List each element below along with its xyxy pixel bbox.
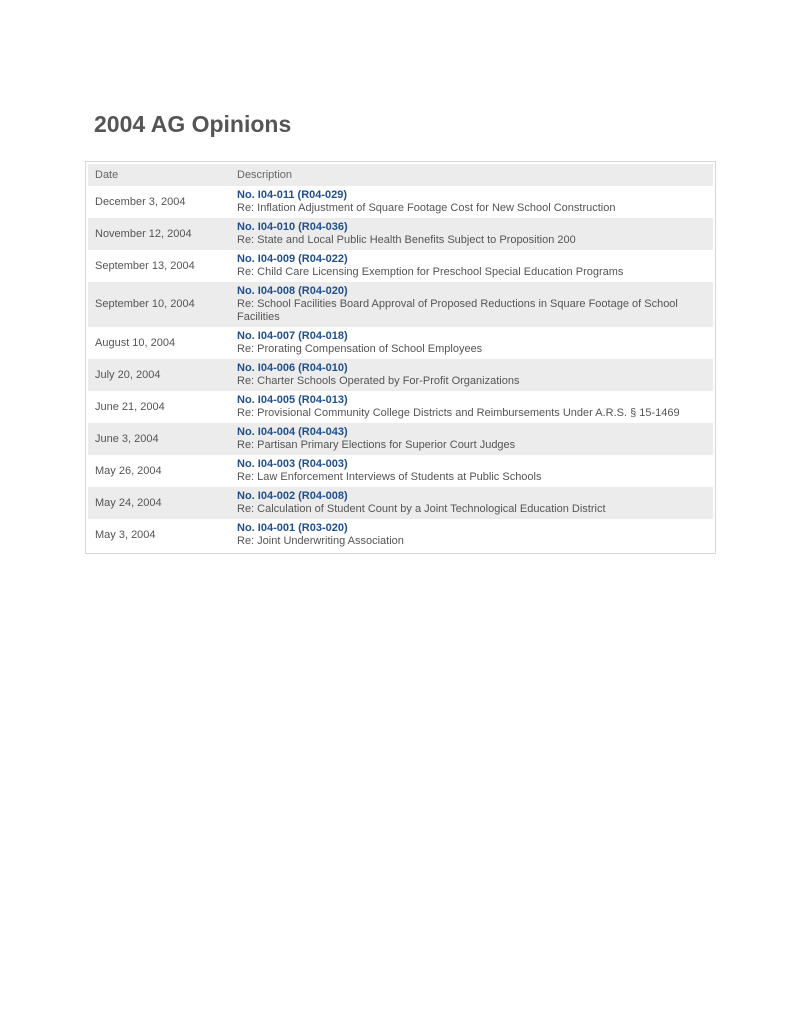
opinion-description: Re: Child Care Licensing Exemption for Preschool Special Education Programs: [237, 266, 624, 278]
opinion-description: Re: Calculation of Student Count by a Joint Technological Education District: [237, 503, 606, 515]
opinion-cell: [230, 218, 713, 250]
opinion-date: August 10, 2004: [95, 336, 176, 349]
opinion-description: Re: Provisional Community College Districts and Reimbursements Under A.R.S. § 15-1469: [237, 407, 680, 419]
table-row: [88, 359, 713, 391]
table-row: [88, 218, 713, 250]
opinion-cell: [230, 327, 713, 359]
opinion-cell: [230, 282, 713, 327]
opinion-link[interactable]: No. I04-005 (R04-013): [237, 394, 348, 406]
opinion-date: May 3, 2004: [95, 528, 156, 541]
table-row: [88, 423, 713, 455]
table-row: [88, 391, 713, 423]
opinion-description: Re: State and Local Public Health Benefits Subject to Proposition 200: [237, 234, 576, 246]
table-row: [88, 186, 713, 218]
date-column-header: Date: [88, 164, 230, 186]
table-header-row: [88, 164, 713, 186]
opinion-description: Re: Partisan Primary Elections for Superior Court Judges: [237, 439, 516, 451]
table-row: [88, 519, 713, 551]
table-row: [88, 487, 713, 519]
opinion-cell: [230, 423, 713, 455]
opinion-date: May 26, 2004: [95, 464, 162, 477]
opinion-cell: [230, 250, 713, 282]
page-title: 2004 AG Opinions: [94, 111, 292, 137]
opinion-cell: [230, 455, 713, 487]
opinion-link[interactable]: No. I04-004 (R04-043): [237, 426, 348, 438]
opinion-cell: [230, 186, 713, 218]
opinion-date: November 12, 2004: [88, 218, 230, 250]
opinion-cell: [230, 487, 713, 519]
description-column-header: Description: [230, 164, 713, 186]
opinion-date: July 20, 2004: [88, 359, 230, 391]
table-row: [88, 327, 713, 359]
opinion-link[interactable]: No. I04-011 (R04-029): [237, 189, 348, 201]
opinion-date: June 3, 2004: [88, 423, 230, 455]
opinion-date: December 3, 2004: [95, 195, 186, 208]
opinion-description: Re: Prorating Compensation of School Employees: [237, 343, 483, 355]
opinions-table: [85, 161, 716, 554]
opinion-link[interactable]: No. I04-002 (R04-008): [237, 490, 348, 502]
opinion-description: Re: Joint Underwriting Association: [237, 535, 404, 547]
table-row: [88, 455, 713, 487]
opinion-link[interactable]: No. I04-009 (R04-022): [237, 253, 348, 265]
opinion-cell: [230, 359, 713, 391]
opinion-link[interactable]: No. I04-001 (R03-020): [237, 522, 348, 534]
opinion-description: Re: Charter Schools Operated by For-Profit Organizations: [237, 375, 520, 387]
opinion-date: September 10, 2004: [88, 282, 230, 327]
opinion-description: Re: Law Enforcement Interviews of Students at Public Schools: [237, 471, 542, 483]
opinion-date: June 21, 2004: [95, 400, 165, 413]
opinion-description: Re: Inflation Adjustment of Square Footage Cost for New School Construction: [237, 202, 616, 214]
opinion-date: May 24, 2004: [88, 487, 230, 519]
opinion-link[interactable]: No. I04-006 (R04-010): [237, 362, 348, 374]
table-row: [88, 250, 713, 282]
opinion-cell: [230, 519, 713, 551]
opinion-description: Re: School Facilities Board Approval of Proposed Reductions in Square Footage of School Facilities: [237, 298, 678, 323]
opinion-cell: [230, 391, 713, 423]
opinion-link[interactable]: No. I04-003 (R04-003): [237, 458, 348, 470]
opinion-date: September 13, 2004: [95, 259, 195, 272]
opinion-link[interactable]: No. I04-010 (R04-036): [237, 221, 348, 233]
table-row: [88, 282, 713, 327]
opinion-link[interactable]: No. I04-007 (R04-018): [237, 330, 348, 342]
opinion-link[interactable]: No. I04-008 (R04-020): [237, 285, 348, 297]
